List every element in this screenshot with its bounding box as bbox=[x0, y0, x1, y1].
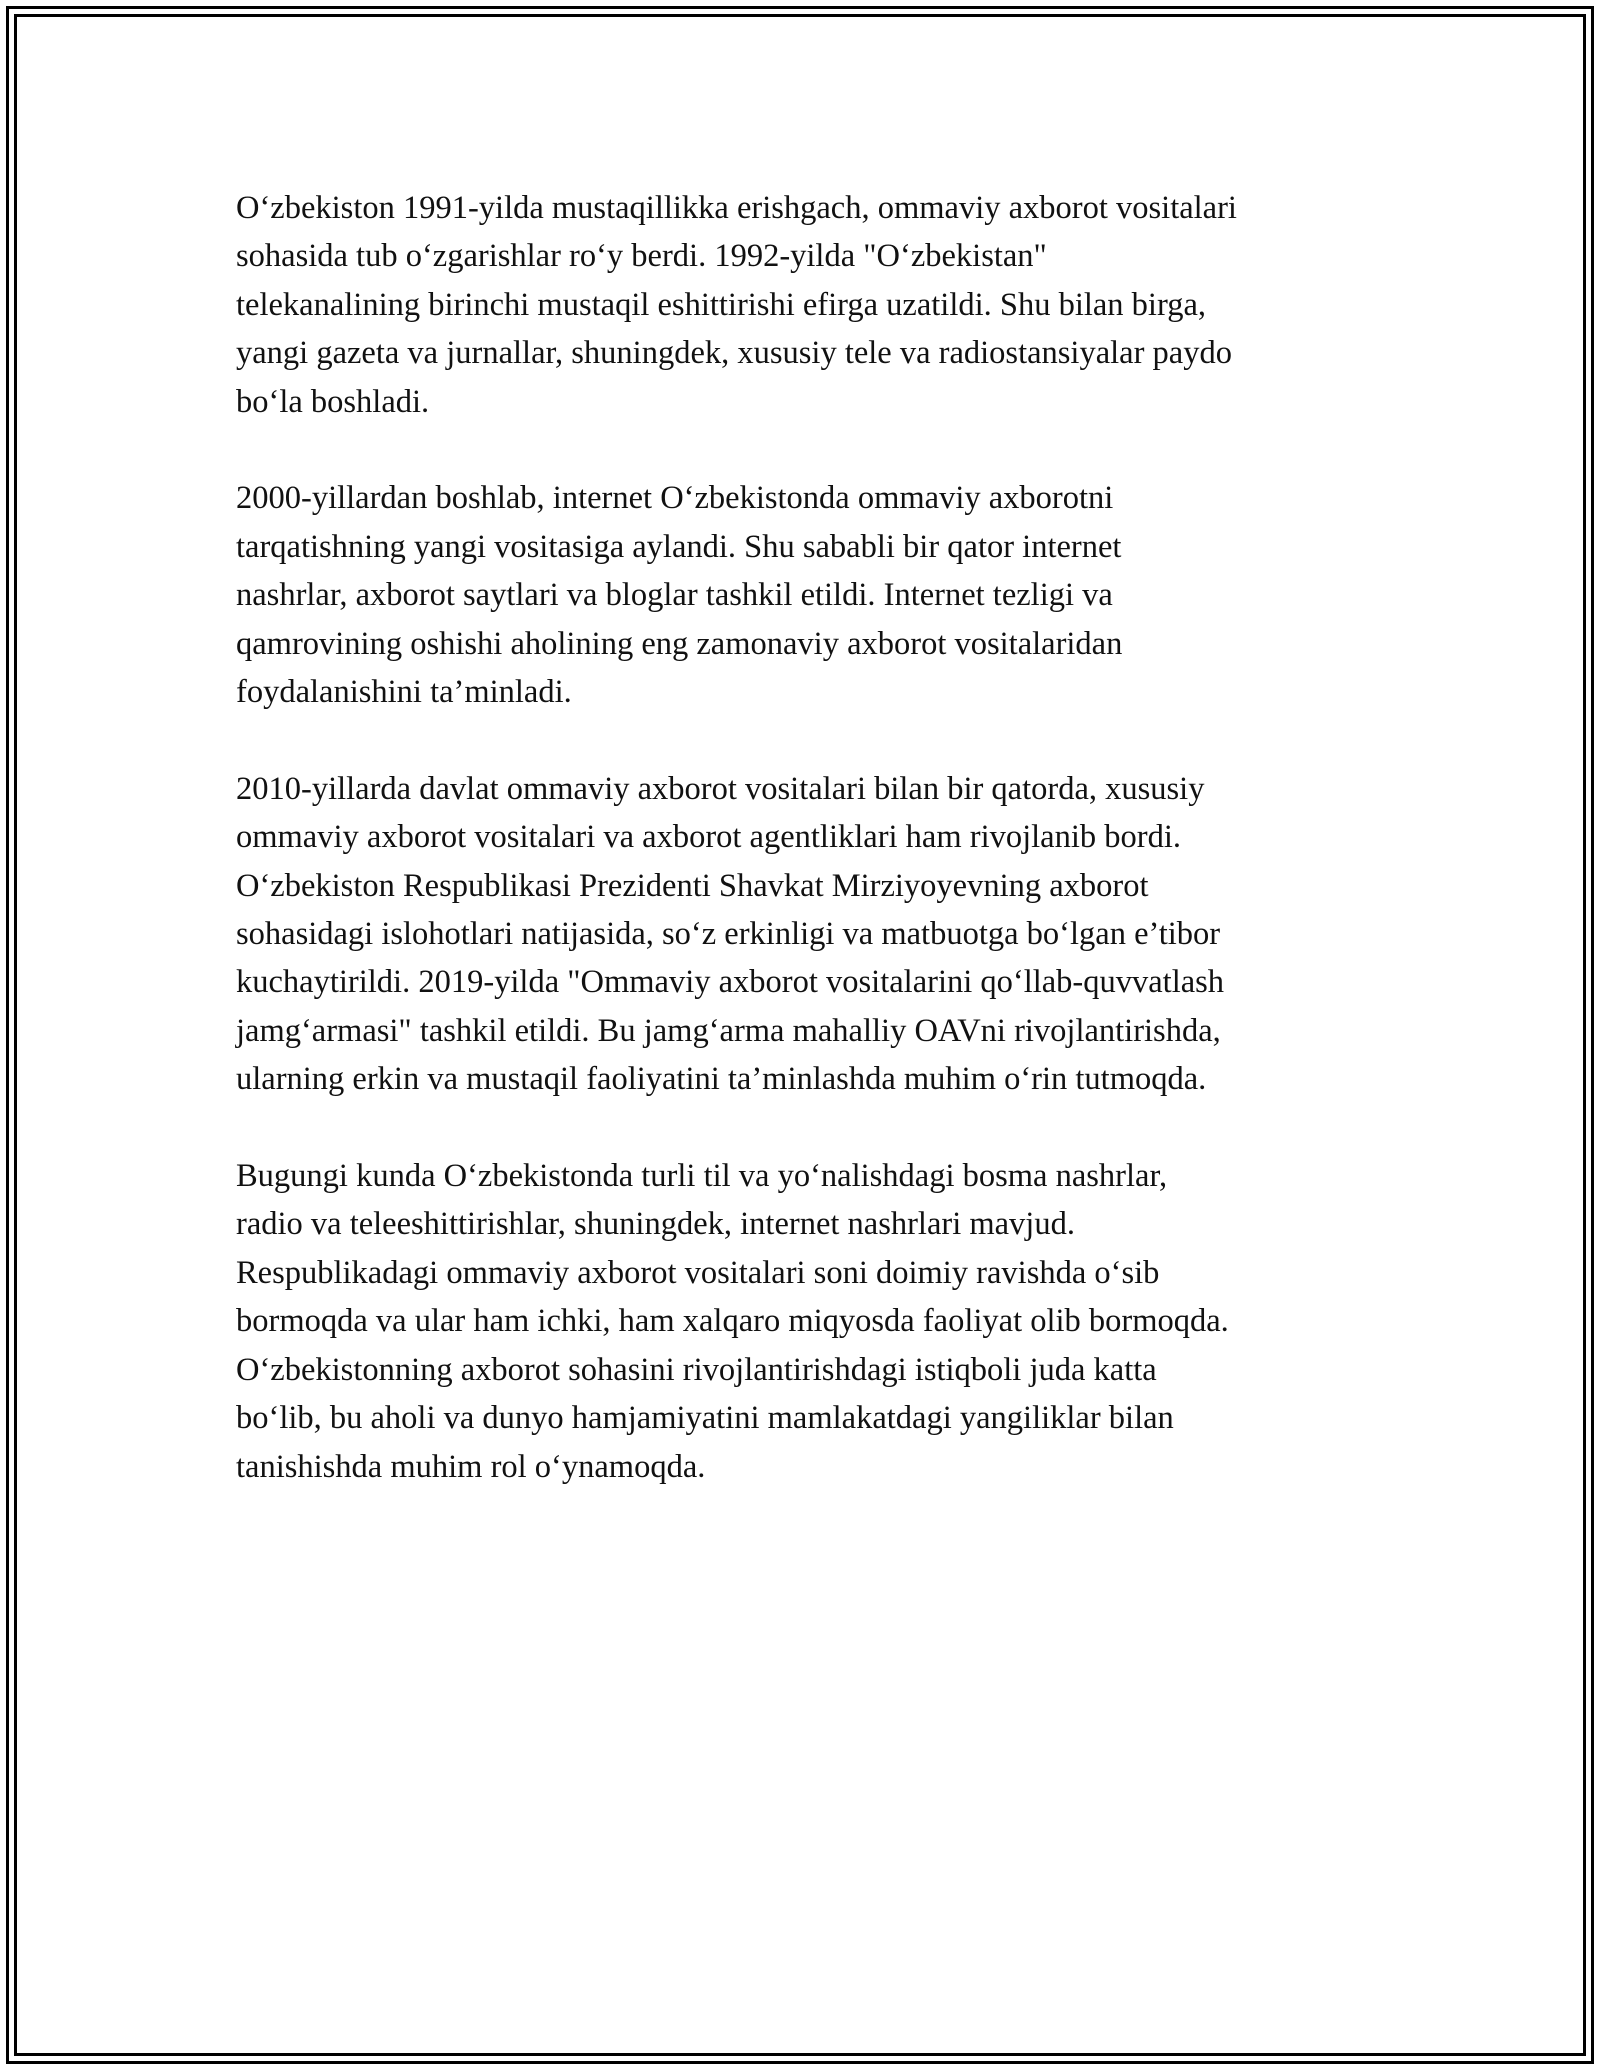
document-body bbox=[236, 184, 1396, 1539]
text-line: bo‘lib, bu aholi va dunyo hamjamiyatini mamlakatdagi yangiliklar bilan bbox=[236, 1400, 1174, 1437]
text-line: 2010-yillarda davlat ommaviy axborot vositalari bilan bir qatorda, xususiy bbox=[236, 770, 1205, 807]
text-line: O‘zbekiston 1991-yilda mustaqillikka erishgach, ommaviy axborot vositalari bbox=[236, 190, 1237, 226]
text-line: Respublikadagi ommaviy axborot vositalari soni doimiy ravishda o‘sib bbox=[236, 1254, 1160, 1291]
text-line: tarqatishning yangi vositasiga aylandi. Shu sababli bir qator internet bbox=[236, 528, 1122, 565]
text-line: tanishishda muhim rol o‘ynamoqda. bbox=[236, 1448, 706, 1485]
text-line: sohasidagi islohotlari natijasida, so‘z erkinligi va matbuotga bo‘lgan e’tibor bbox=[236, 916, 1221, 953]
text-line: O‘zbekiston Respublikasi Prezidenti Shavkat Mirziyoyevning axborot bbox=[236, 867, 1149, 904]
paragraph-4 bbox=[236, 1152, 1396, 1491]
text-line: ommaviy axborot vositalari va axborot agentliklari ham rivojlanib bordi. bbox=[236, 819, 1181, 856]
text-line: jamg‘armasi" tashkil etildi. Bu jamg‘arma mahalliy OAVni rivojlantirishda, bbox=[236, 1012, 1221, 1049]
text-line: radio va teleeshittirishlar, shuningdek, internet nashrlari mavjud. bbox=[236, 1206, 1075, 1243]
text-line: Bugungi kunda O‘zbekistonda turli til va yo‘nalishdagi bosma nashrlar, bbox=[236, 1158, 1168, 1195]
text-line: O‘zbekistonning axborot sohasini rivojlantirishdagi istiqboli juda katta bbox=[236, 1351, 1157, 1388]
text-line: ularning erkin va mustaqil faoliyatini ta’minlashda muhim o‘rin tutmoqda. bbox=[236, 1061, 1207, 1098]
paragraph-1 bbox=[236, 184, 1396, 426]
text-line: qamrovining oshishi aholining eng zamonaviy axborot vositalaridan bbox=[236, 625, 1123, 662]
text-line: bormoqda va ular ham ichki, ham xalqaro miqyosda faoliyat olib bormoqda. bbox=[236, 1303, 1229, 1340]
text-line: nashrlar, axborot saytlari va bloglar tashkil etildi. Internet tezligi va bbox=[236, 577, 1113, 614]
paragraph-2 bbox=[236, 474, 1396, 716]
text-line: sohasida tub o‘zgarishlar ro‘y berdi. 1992-yilda "O‘zbekistan" bbox=[236, 238, 1047, 275]
text-line: yangi gazeta va jurnallar, shuningdek, xususiy tele va radiostansiyalar paydo bbox=[236, 335, 1232, 372]
text-line: kuchaytirildi. 2019-yilda "Ommaviy axborot vositalarini qo‘llab-quvvatlash bbox=[236, 964, 1225, 1001]
text-line: bo‘la boshladi. bbox=[236, 383, 430, 420]
text-line: telekanalining birinchi mustaqil eshittirishi efirga uzatildi. Shu bilan birga, bbox=[236, 286, 1207, 323]
paragraph-3 bbox=[236, 765, 1396, 1104]
text-line: foydalanishini ta’minladi. bbox=[236, 674, 572, 711]
text-line: 2000-yillardan boshlab, internet O‘zbekistonda ommaviy axborotni bbox=[236, 480, 1114, 517]
